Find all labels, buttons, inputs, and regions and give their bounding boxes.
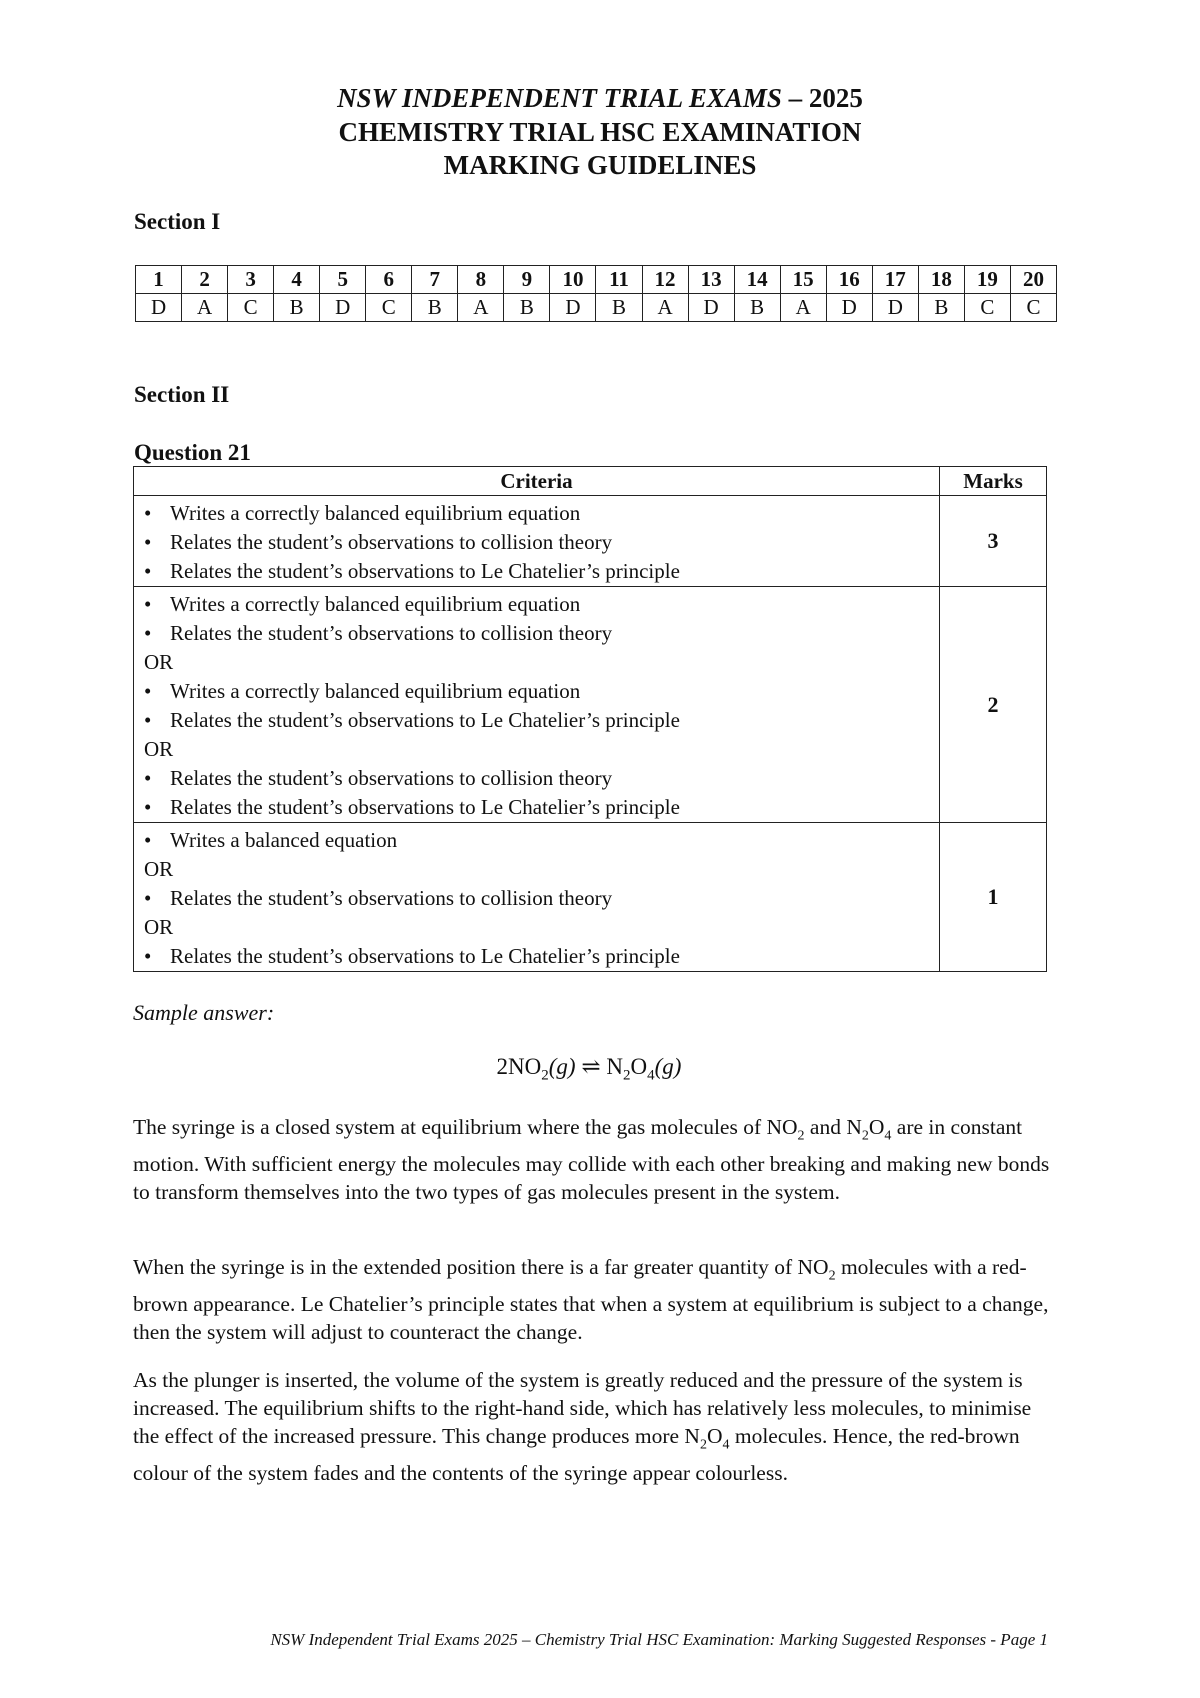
criteria-bullet: • Relates the student’s observations to collision theory bbox=[144, 528, 939, 557]
marking-criteria-table bbox=[133, 466, 1047, 972]
section-2-heading: Section II bbox=[134, 382, 230, 407]
answer-row bbox=[136, 294, 1057, 322]
question-number: 16 bbox=[826, 266, 872, 294]
paragraph-text: molecules with a red-brown appearance. Le Chatelier’s principle states that when a system at equilibrium is subject to a change, then the system will adjust to counteract the change. bbox=[133, 1255, 1049, 1345]
subscript: 2 bbox=[699, 1437, 707, 1453]
subscript: 2 bbox=[861, 1128, 869, 1144]
exam-title bbox=[0, 82, 1200, 115]
equilibrium-equation bbox=[0, 1054, 1178, 1085]
answer-letter: C bbox=[228, 294, 274, 322]
question-number: 7 bbox=[412, 266, 458, 294]
subscript: 4 bbox=[722, 1437, 730, 1453]
section-1-heading: Section I bbox=[134, 209, 221, 234]
eq-product: N bbox=[606, 1054, 623, 1079]
answer-paragraph bbox=[133, 1253, 1053, 1346]
paragraph-text: O bbox=[706, 1424, 723, 1448]
marks-header: Marks bbox=[940, 467, 1047, 496]
exam-subtitle: CHEMISTRY TRIAL HSC EXAMINATION bbox=[338, 117, 862, 147]
question-number: 5 bbox=[320, 266, 366, 294]
criteria-bullet: • Writes a correctly balanced equilibrium equation bbox=[144, 499, 939, 528]
question-number: 18 bbox=[918, 266, 964, 294]
eq-reactant: 2NO bbox=[496, 1054, 542, 1079]
question-number: 10 bbox=[550, 266, 596, 294]
subscript: 4 bbox=[884, 1128, 892, 1144]
eq-product: O bbox=[630, 1054, 648, 1079]
question-21-heading: Question 21 bbox=[134, 440, 251, 465]
question-number: 17 bbox=[872, 266, 918, 294]
question-number: 4 bbox=[274, 266, 320, 294]
criteria-bullet: • Writes a correctly balanced equilibrium equation bbox=[144, 677, 939, 706]
criteria-bullet: • Relates the student’s observations to Le Chatelier’s principle bbox=[144, 706, 939, 735]
answer-letter: C bbox=[1010, 294, 1056, 322]
answer-letter: A bbox=[780, 294, 826, 322]
answer-letter: B bbox=[918, 294, 964, 322]
subscript: 2 bbox=[797, 1128, 805, 1144]
question-number: 1 bbox=[136, 266, 182, 294]
question-number: 2 bbox=[182, 266, 228, 294]
paragraph-text: molecules. Hence, the red-brown colour of the system fades and the contents of the syringe appear colourless. bbox=[133, 1424, 1020, 1486]
question-number: 14 bbox=[734, 266, 780, 294]
answer-paragraph bbox=[133, 1113, 1053, 1206]
question-number: 12 bbox=[642, 266, 688, 294]
or-separator: OR bbox=[144, 737, 174, 761]
answer-letter: B bbox=[504, 294, 550, 322]
question-number: 19 bbox=[964, 266, 1010, 294]
answer-paragraph bbox=[133, 1366, 1053, 1487]
marks-value: 3 bbox=[940, 496, 1047, 587]
question-number: 3 bbox=[228, 266, 274, 294]
answer-letter: D bbox=[826, 294, 872, 322]
criteria-row-2-marks bbox=[134, 587, 1047, 823]
criteria-bullet: • Relates the student’s observations to collision theory bbox=[144, 619, 939, 648]
answer-letter: D bbox=[320, 294, 366, 322]
criteria-bullet: • Writes a balanced equation bbox=[144, 826, 939, 855]
eq-subscript: 2 bbox=[623, 1067, 631, 1084]
question-number: 20 bbox=[1010, 266, 1056, 294]
or-separator: OR bbox=[144, 650, 174, 674]
answer-letter: B bbox=[412, 294, 458, 322]
eq-subscript: 4 bbox=[647, 1067, 655, 1084]
answer-letter: B bbox=[274, 294, 320, 322]
criteria-bullet: • Relates the student’s observations to collision theory bbox=[144, 764, 939, 793]
criteria-bullet: • Relates the student’s observations to Le Chatelier’s principle bbox=[144, 793, 939, 822]
question-number: 15 bbox=[780, 266, 826, 294]
answer-letter: D bbox=[688, 294, 734, 322]
or-separator: OR bbox=[144, 857, 174, 881]
page-footer: NSW Independent Trial Exams 2025 – Chemistry Trial HSC Examination: Marking Suggested Responses - Page 1 bbox=[270, 1630, 1048, 1649]
eq-state: (g) bbox=[548, 1054, 576, 1079]
answer-letter: B bbox=[734, 294, 780, 322]
answer-letter: D bbox=[872, 294, 918, 322]
equilibrium-arrow: ⇌ bbox=[575, 1054, 607, 1079]
or-separator: OR bbox=[144, 915, 174, 939]
question-number-row bbox=[136, 266, 1057, 294]
criteria-cell bbox=[134, 496, 940, 587]
exam-title-italic: NSW INDEPENDENT TRIAL EXAMS bbox=[337, 83, 782, 113]
criteria-header: Criteria bbox=[134, 467, 940, 496]
paragraph-text: The syringe is a closed system at equilibrium where the gas molecules of NO bbox=[133, 1115, 798, 1139]
answer-key-table bbox=[135, 265, 1057, 322]
paragraph-text: and N bbox=[804, 1115, 862, 1139]
paragraph-text: As the plunger is inserted, the volume of the system is greatly reduced and the pressure of the system is increased. The equilibrium shifts to the right-hand side, which has relatively less molecules, to minimise the effect of the increased pressure. This change produces more N bbox=[133, 1368, 1032, 1448]
question-number: 11 bbox=[596, 266, 642, 294]
answer-letter: A bbox=[182, 294, 228, 322]
subscript: 2 bbox=[828, 1268, 836, 1284]
paragraph-text: O bbox=[868, 1115, 885, 1139]
answer-letter: C bbox=[964, 294, 1010, 322]
question-number: 13 bbox=[688, 266, 734, 294]
criteria-bullet: • Writes a correctly balanced equilibrium equation bbox=[144, 590, 939, 619]
marks-value: 1 bbox=[940, 823, 1047, 972]
paragraph-text: When the syringe is in the extended position there is a far greater quantity of NO bbox=[133, 1255, 829, 1279]
answer-letter: D bbox=[136, 294, 182, 322]
question-number: 6 bbox=[366, 266, 412, 294]
answer-letter: D bbox=[550, 294, 596, 322]
guidelines-title: MARKING GUIDELINES bbox=[443, 150, 757, 180]
answer-letter: A bbox=[642, 294, 688, 322]
eq-state: (g) bbox=[654, 1054, 682, 1079]
criteria-row-3-marks bbox=[134, 496, 1047, 587]
criteria-row-1-mark bbox=[134, 823, 1047, 972]
eq-subscript: 2 bbox=[541, 1067, 549, 1084]
criteria-bullet: • Relates the student’s observations to Le Chatelier’s principle bbox=[144, 942, 939, 971]
sample-answer-label: Sample answer: bbox=[133, 1000, 275, 1025]
paragraph-text: are in constant motion. With sufficient energy the molecules may collide with each other breaking and making new bonds to transform themselves into the two types of gas molecules present in the system. bbox=[133, 1115, 1050, 1205]
answer-letter: C bbox=[366, 294, 412, 322]
marks-value: 2 bbox=[940, 587, 1047, 823]
exam-title-year: – 2025 bbox=[781, 83, 863, 113]
criteria-cell bbox=[134, 587, 940, 823]
criteria-bullet: • Relates the student’s observations to Le Chatelier’s principle bbox=[144, 557, 939, 586]
answer-letter: B bbox=[596, 294, 642, 322]
question-number: 8 bbox=[458, 266, 504, 294]
criteria-header-row bbox=[134, 467, 1047, 496]
criteria-bullet: • Relates the student’s observations to collision theory bbox=[144, 884, 939, 913]
answer-letter: A bbox=[458, 294, 504, 322]
criteria-cell bbox=[134, 823, 940, 972]
question-number: 9 bbox=[504, 266, 550, 294]
